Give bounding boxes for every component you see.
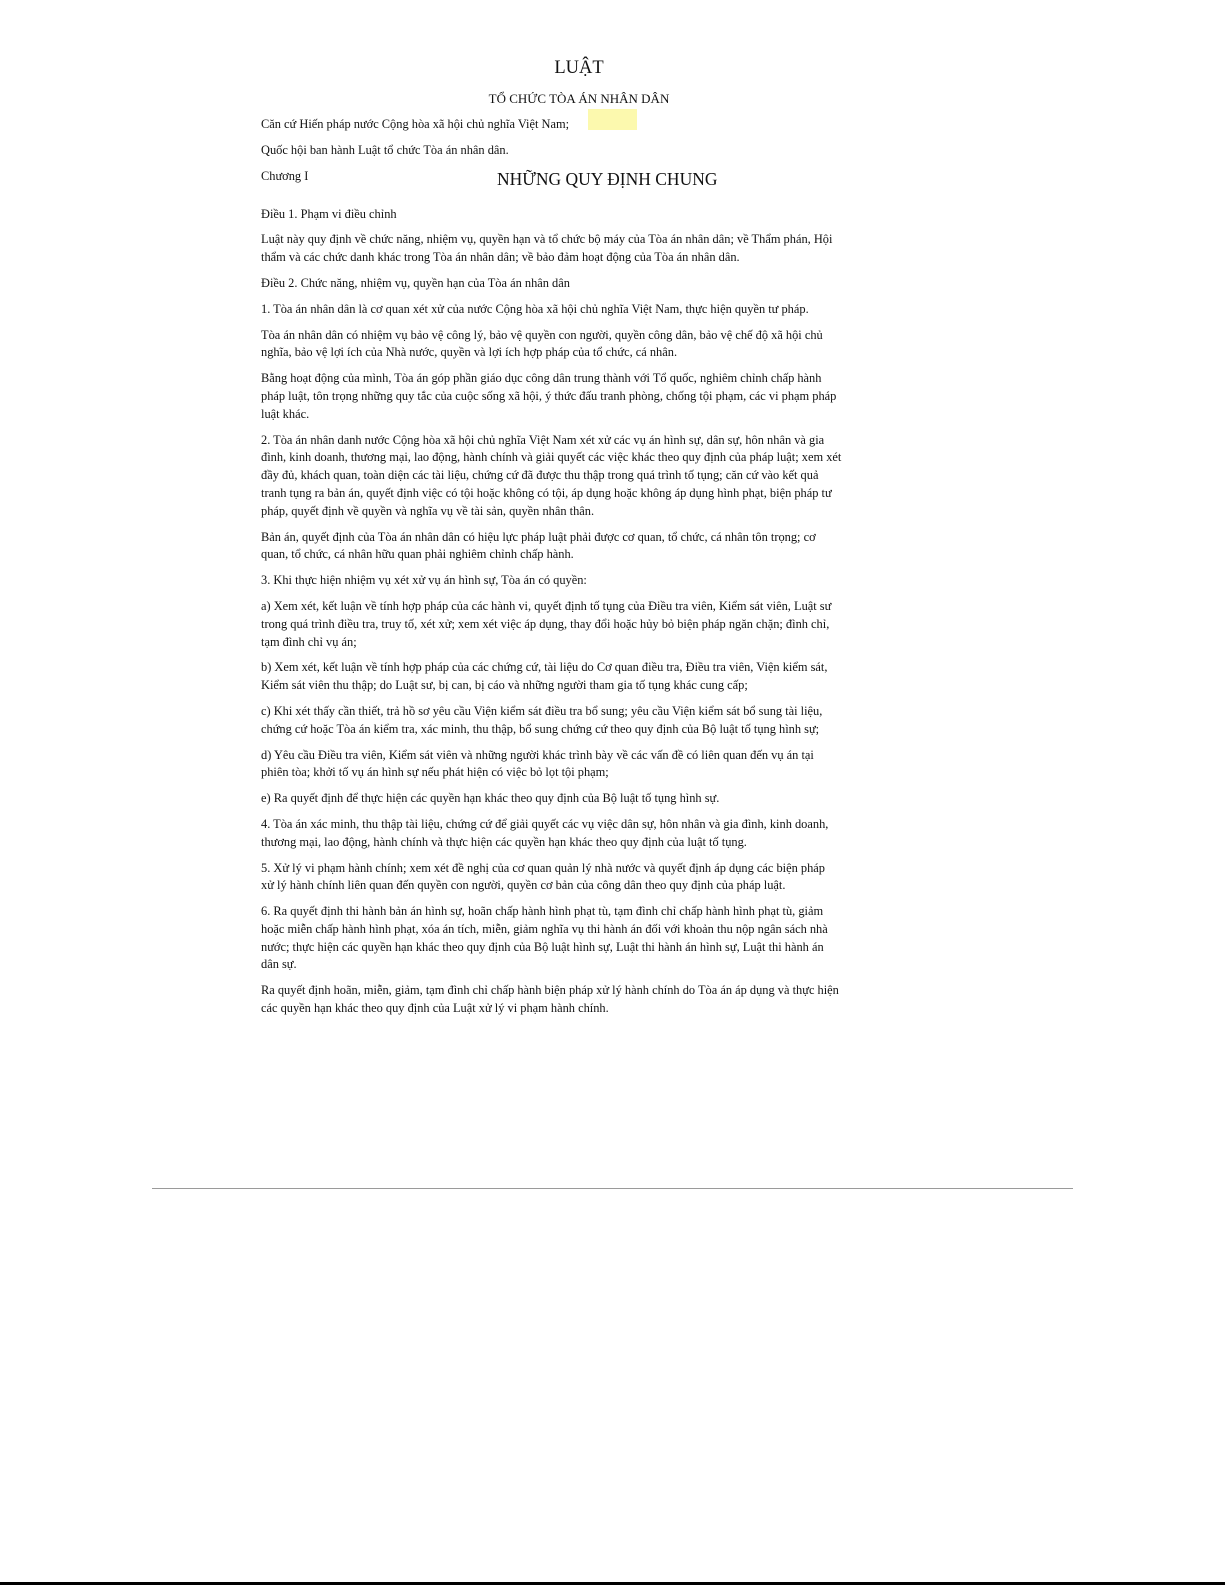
article-2-paragraph: Ra quyết định hoãn, miễn, giảm, tạm đình chỉ chấp hành biện pháp xử lý hành chính do Tòa án áp dụng và thực hiện các quyền hạn khác theo quy định của Luật xử lý vi phạm hành chính. xyxy=(261,983,839,1016)
article-2-paragraph: c) Khi xét thấy cần thiết, trả hồ sơ yêu cầu Viện kiểm sát điều tra bổ sung; yêu cầu Viện kiểm sát bổ sung tài liệu, chứng cứ hoặc Tòa án kiểm tra, xác minh, thu thập, bổ sung chứng cứ theo quy định của Bộ luật tố tụng hình sự; xyxy=(261,703,823,736)
preamble-line: Căn cứ Hiến pháp nước Cộng hòa xã hội chủ nghĩa Việt Nam; xyxy=(261,117,570,131)
document-content xyxy=(261,56,897,1026)
article-2-paragraph: 4. Tòa án xác minh, thu thập tài liệu, chứng cứ để giải quyết các vụ việc dân sự, hôn nhân và gia đình, kinh doanh, thương mại, lao động, hành chính và thực hiện các quyền hạn khác theo quy định của luật tố tụng. xyxy=(261,816,829,849)
article-2-paragraph: a) Xem xét, kết luận về tính hợp pháp của các hành vi, quyết định tố tụng của Điều tra viên, Kiểm sát viên, Luật sư trong quá trình điều tra, truy tố, xét xử; xem xét việc áp dụng, thay đổi hoặc hủy bỏ biện pháp ngăn chặn; đình chỉ, tạm đình chỉ vụ án; xyxy=(261,598,832,649)
article-2-paragraph: 6. Ra quyết định thi hành bản án hình sự, hoãn chấp hành hình phạt tù, tạm đình chỉ chấp hành hình phạt tù, giảm hoặc miễn chấp hành hình phạt, xóa án tích, miễn, giảm nghĩa vụ thi hành án đối với khoản thu nộp ngân sách nhà nước; thực hiện các quyền hạn khác theo quy định của Bộ luật hình sự, Luật thi hành án hình sự, Luật thi hành án dân sự. xyxy=(261,904,828,972)
document-subtitle: TỔ CHỨC TÒA ÁN NHÂN DÂN xyxy=(488,91,670,106)
article-2-paragraph: Tòa án nhân dân có nhiệm vụ bảo vệ công lý, bảo vệ quyền con người, quyền công dân, bảo vệ chế độ xã hội chủ nghĩa, bảo vệ lợi ích của Nhà nước, quyền và lợi ích hợp pháp của tổ chức, cá nhân. xyxy=(261,327,823,360)
article-1-heading: Điều 1. Phạm vi điều chỉnh xyxy=(261,206,397,221)
article-1-paragraph: Luật này quy định về chức năng, nhiệm vụ, quyền hạn và tổ chức bộ máy của Tòa án nhân dân; về Thẩm phán, Hội thẩm và các chức danh khác trong Tòa án nhân dân; về bảo đảm hoạt động của Tòa án nhân dân. xyxy=(261,232,833,265)
preamble-line: Quốc hội ban hành Luật tổ chức Tòa án nhân dân. xyxy=(261,142,509,157)
article-2-paragraph: e) Ra quyết định để thực hiện các quyền hạn khác theo quy định của Bộ luật tố tụng hình sự. xyxy=(261,791,720,806)
article-2-paragraph: 3. Khi thực hiện nhiệm vụ xét xử vụ án hình sự, Tòa án có quyền: xyxy=(261,573,587,588)
article-2-paragraph: Bằng hoạt động của mình, Tòa án góp phần giáo dục công dân trung thành với Tổ quốc, nghiêm chỉnh chấp hành pháp luật, tôn trọng những quy tắc của cuộc sống xã hội, ý thức đấu tranh phòng, chống tội phạm, các vi phạm pháp luật khác. xyxy=(261,371,837,421)
article-2-paragraph: b) Xem xét, kết luận về tính hợp pháp của các chứng cứ, tài liệu do Cơ quan điều tra, Điều tra viên, Viện kiểm sát, Kiểm sát viên thu thập; do Luật sư, bị can, bị cáo và những người tham gia tố tụng khác cung cấp; xyxy=(261,660,828,693)
article-2-paragraph: 5. Xử lý vi phạm hành chính; xem xét đề nghị của cơ quan quản lý nhà nước và quyết định áp dụng các biện pháp xử lý hành chính liên quan đến quyền con người, quyền cơ bản của công dân theo quy định của pháp luật. xyxy=(261,860,826,893)
chapter-title: NHỮNG QUY ĐỊNH CHUNG xyxy=(497,168,718,189)
chapter-label: Chương I xyxy=(261,168,309,183)
page-divider xyxy=(152,1188,1073,1189)
chapter-header xyxy=(261,168,897,198)
article-2-heading: Điều 2. Chức năng, nhiệm vụ, quyền hạn của Tòa án nhân dân xyxy=(261,275,570,290)
article-2-paragraph: 1. Tòa án nhân dân là cơ quan xét xử của nước Cộng hòa xã hội chủ nghĩa Việt Nam, thực hiện quyền tư pháp. xyxy=(261,301,809,316)
article-2-paragraph: Bản án, quyết định của Tòa án nhân dân có hiệu lực pháp luật phải được cơ quan, tổ chức, cá nhân tôn trọng; cơ quan, tổ chức, cá nhân hữu quan phải nghiêm chỉnh chấp hành. xyxy=(261,529,816,562)
article-2-paragraph: 2. Tòa án nhân danh nước Cộng hòa xã hội chủ nghĩa Việt Nam xét xử các vụ án hình sự, dân sự, hôn nhân và gia đình, kinh doanh, thương mại, lao động, hành chính và giải quyết các việc khác theo quy định của pháp luật; xem xét đầy đủ, khách quan, toàn diện các tài liệu, chứng cứ đã được thu thập trong quá trình tố tụng; căn cứ vào kết quả tranh tụng ra bản án, quyết định việc có tội hoặc không có tội, áp dụng hoặc không áp dụng hình phạt, biện pháp tư pháp, quyết định về quyền và nghĩa vụ về tài sản, quyền nhân thân. xyxy=(261,432,842,518)
document-title: LUẬT xyxy=(554,58,604,78)
article-2-paragraph: d) Yêu cầu Điều tra viên, Kiểm sát viên và những người khác trình bày về các vấn đề có liên quan đến vụ án tại phiên tòa; khởi tố vụ án hình sự nếu phát hiện có việc bỏ lọt tội phạm; xyxy=(261,747,814,780)
